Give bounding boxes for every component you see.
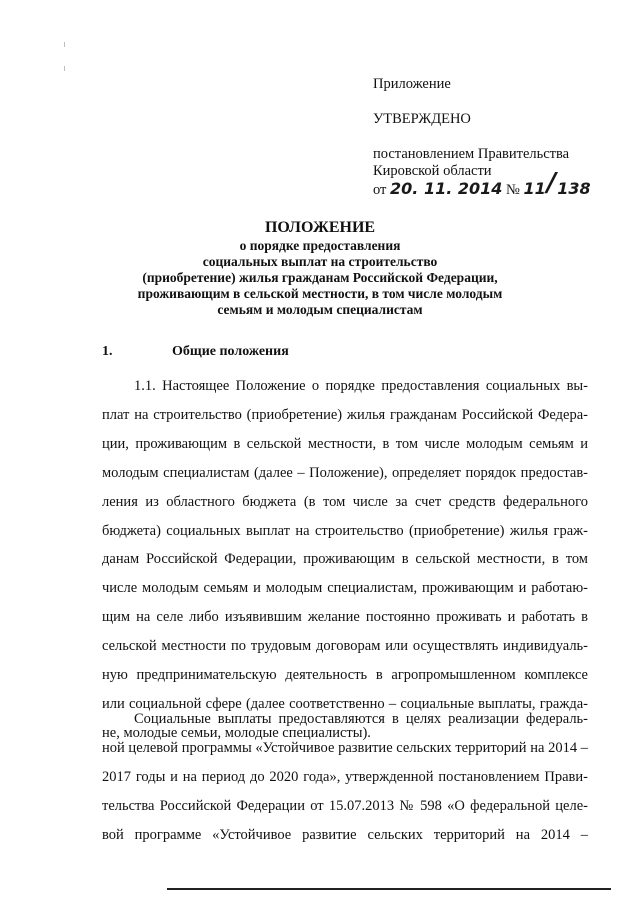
text-line: данам Российской Федерации, проживающим в сельской местности, в том xyxy=(102,551,588,568)
text-line: ции, проживающим в сельской местности, в том числе молодым семьям и xyxy=(102,435,588,452)
approved-stamp-text: УТВЕРЖДЕНО xyxy=(373,111,471,127)
text-line: не, молодые семьи, молодые специалисты). xyxy=(102,724,371,741)
appendix-label: Приложение xyxy=(373,76,451,92)
footer-divider xyxy=(167,888,611,890)
title-line: семьям и молодым специалистам xyxy=(217,302,423,317)
margin-mark-bottom xyxy=(64,66,65,71)
text-line: Социальные выплаты предоставляются в целях реализации федераль- xyxy=(134,711,588,727)
handwritten-number-part1: 11 xyxy=(523,179,546,198)
text-line: числе молодым семьям и молодым специалистам, проживающим и работаю- xyxy=(102,580,588,597)
title-line: о порядке предоставления xyxy=(239,238,401,253)
text-line: ную предпринимательскую деятельность в агропромышленном комплексе xyxy=(102,667,588,684)
handwritten-slash: / xyxy=(546,168,557,198)
text-line: ления из областного бюджета (в том числе за счет средств федерального xyxy=(102,493,588,510)
text-line: бюджета) социальных выплат на строительство (приобретение) жилья граж- xyxy=(102,522,588,539)
handwritten-number-part2: 138 xyxy=(557,179,591,198)
text-line: плат на строительство (приобретение) жилья гражданам Российской Федера- xyxy=(102,406,588,423)
title-line: (приобретение) жилья гражданам Российской Федерации, xyxy=(142,270,498,285)
region-line: Кировской области xyxy=(373,163,492,179)
text-line: сельской местности по трудовым договорам или осуществлять индивидуаль- xyxy=(102,638,588,655)
text-line: или социальной сфере (далее соответственно – социальные выплаты, гражда- xyxy=(102,695,588,712)
section-number: 1. xyxy=(102,344,113,359)
handwritten-date: 20. 11. 2014 xyxy=(390,179,503,198)
title-line: проживающим в сельской местности, в том числе молодым xyxy=(137,286,503,301)
paragraph-1-1 xyxy=(102,372,588,748)
document-title xyxy=(130,218,510,318)
text-line: ной целевой программы «Устойчивое развитие сельских территорий на 2014 – xyxy=(102,739,588,756)
text-line: 2017 годы и на период до 2020 года», утвержденной постановлением Прави- xyxy=(102,768,588,785)
section-title: Общие положения xyxy=(172,344,289,359)
section-heading xyxy=(102,344,289,360)
paragraph-social-payments xyxy=(102,705,588,850)
margin-mark-top xyxy=(64,42,65,47)
decree-line: постановлением Правительства xyxy=(373,146,570,162)
number-sign: № xyxy=(506,182,520,198)
text-line: тельства Российской Федерации от 15.07.2013 № 598 «О федеральной целе- xyxy=(102,797,588,814)
text-line: щим на селе либо изъявившим желание постоянно проживать и работать в xyxy=(102,609,588,626)
text-line: молодым специалистам (далее – Положение), определяет порядок предостав- xyxy=(102,464,588,481)
title-line: социальных выплат на строительство xyxy=(202,254,438,269)
title-main: ПОЛОЖЕНИЕ xyxy=(264,219,376,236)
text-line: 1.1. Настоящее Положение о порядке предоставления социальных вы- xyxy=(134,378,588,394)
date-prefix: от xyxy=(373,182,387,198)
text-line: вой программе «Устойчивое развитие сельских территорий на 2014 – xyxy=(102,826,588,843)
